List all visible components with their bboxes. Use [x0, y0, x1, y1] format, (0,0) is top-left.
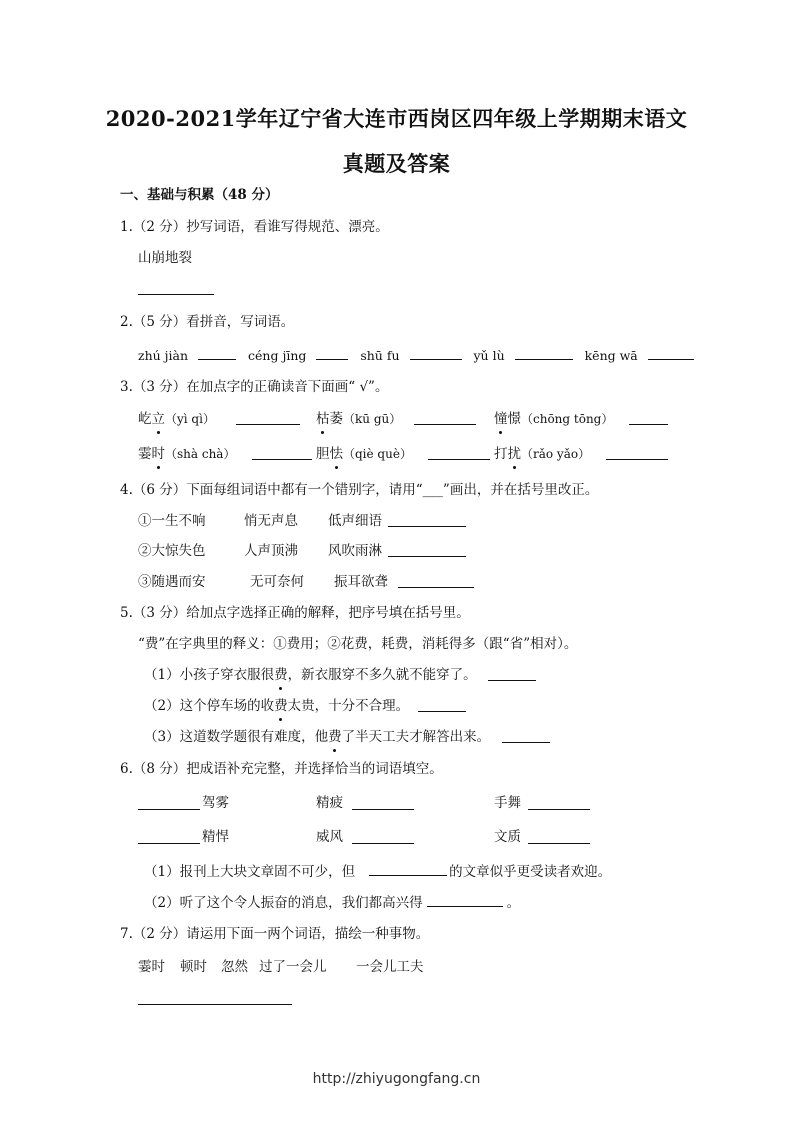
q3-item: 霎时（shà chà）: [138, 446, 236, 462]
q6-blank[interactable]: [528, 843, 590, 844]
q5-item: （1）小孩子穿衣服很费，新衣服穿不多久就不能穿了。: [144, 667, 477, 683]
q4-stem: 4.（6 分）下面每组词语中都有一个错别字，请用“___”画出，并在括号里改正。: [120, 482, 599, 498]
q6-blank[interactable]: [138, 843, 200, 844]
q4-word: 低声细语: [328, 513, 382, 529]
q3-stem: 3.（3 分）在加点字的正确读音下面画“ √”。: [120, 379, 389, 395]
document-title-line1: 2020-2021学年辽宁省大连市西岗区四年级上学期期末语文: [105, 106, 688, 131]
q2-stem: 2.（5 分）看拼音，写词语。: [120, 314, 295, 330]
q3-blank[interactable]: [606, 459, 668, 460]
q1-word: 山崩地裂: [138, 250, 192, 266]
pinyin-4-blank[interactable]: [515, 345, 573, 360]
q4-blank[interactable]: [388, 526, 466, 527]
q3-item: 胆怯（qiè què）: [316, 446, 412, 462]
q7-answer-blank[interactable]: [138, 1004, 292, 1005]
q4-word: 振耳欲聋: [334, 574, 388, 590]
q5-stem: 5.（3 分）给加点字选择正确的解释，把序号填在括号里。: [120, 605, 470, 621]
q7-word: 霎时: [138, 959, 165, 975]
q5-blank[interactable]: [418, 711, 466, 712]
q4-word: ③随遇而安: [138, 574, 206, 590]
pinyin-5-blank[interactable]: [648, 345, 694, 360]
q6-idiom: 威风: [316, 829, 343, 845]
pinyin-3: shū fu: [360, 348, 400, 363]
q2-pinyin-row: [138, 345, 694, 365]
q6-idiom: 驾雾: [202, 795, 229, 811]
q6-blank[interactable]: [528, 809, 590, 810]
q3-blank[interactable]: [252, 459, 312, 460]
q3-item: 憧憬（chōng tōng）: [494, 411, 614, 427]
q7-word: 忽然: [221, 959, 248, 975]
q6-stem: 6.（8 分）把成语补充完整，并选择恰当的词语填空。: [120, 761, 443, 777]
q6-sentence-2-blank[interactable]: [427, 892, 503, 907]
pinyin-3-blank[interactable]: [410, 345, 462, 360]
q3-blank[interactable]: [428, 459, 490, 460]
q4-blank[interactable]: [388, 556, 466, 557]
q5-blank[interactable]: [488, 680, 536, 681]
q3-blank[interactable]: [629, 424, 668, 425]
q1-stem: 1.（2 分）抄写词语，看谁写得规范、漂亮。: [120, 219, 389, 235]
q1-answer-blank[interactable]: [138, 294, 214, 295]
q5-definition: “费”在字典里的释义：①费用；②花费，耗费，消耗得多（跟“省”相对）。: [138, 636, 578, 652]
pinyin-4: yǔ lù: [473, 348, 505, 363]
document-title-line2: 真题及答案: [342, 151, 451, 176]
q6-idiom: 手舞: [494, 795, 521, 811]
pinyin-2: céng jīng: [248, 348, 307, 363]
q6-blank[interactable]: [138, 809, 200, 810]
q3-blank[interactable]: [414, 424, 476, 425]
q4-word: 悄无声息: [244, 513, 298, 529]
q6-idiom: 精疲: [316, 795, 343, 811]
q3-item: 屹立（yì qì）: [138, 411, 215, 427]
q7-stem: 7.（2 分）请运用下面一两个词语，描绘一种事物。: [120, 926, 430, 942]
q6-blank[interactable]: [352, 843, 414, 844]
pinyin-5: kēng wā: [584, 348, 638, 363]
q6-sentence-1: （1）报刊上大块文章固不可少，但 的文章似乎更受读者欢迎。: [144, 861, 611, 881]
pinyin-1: zhú jiàn: [138, 348, 189, 363]
q6-idiom: 精悍: [202, 829, 229, 845]
q6-idiom: 文质: [494, 829, 521, 845]
q4-word: ①一生不响: [138, 513, 206, 529]
q5-item: （2）这个停车场的收费太贵，十分不合理。: [144, 698, 410, 714]
q4-word: 风吹雨淋: [328, 543, 382, 559]
q4-word: ②大惊失色: [138, 543, 206, 559]
section-heading: 一、基础与积累（48 分）: [120, 187, 279, 203]
q4-blank[interactable]: [398, 587, 474, 588]
q3-item: 打扰（rǎo yǎo）: [494, 446, 591, 462]
q7-word: 过了一会儿: [259, 959, 327, 975]
footer-url[interactable]: http://zhiyugongfang.cn: [312, 1071, 481, 1087]
q5-item: （3）这道数学题很有难度，他费了半天工夫才解答出来。: [144, 729, 491, 745]
q7-word: 顿时: [180, 959, 207, 975]
q5-blank[interactable]: [502, 742, 550, 743]
q6-sentence-2: （2）听了这个令人振奋的消息，我们都高兴得 。: [144, 892, 520, 912]
pinyin-1-blank[interactable]: [198, 345, 236, 360]
q3-item: 枯萎（kū gū）: [316, 411, 402, 427]
pinyin-2-blank[interactable]: [316, 345, 348, 360]
q7-word: 一会儿工夫: [356, 959, 424, 975]
q3-blank[interactable]: [236, 424, 300, 425]
q6-blank[interactable]: [352, 809, 414, 810]
q6-sentence-1-blank[interactable]: [369, 861, 447, 876]
q4-word: 人声顶沸: [244, 543, 298, 559]
q4-word: 无可奈何: [250, 574, 304, 590]
